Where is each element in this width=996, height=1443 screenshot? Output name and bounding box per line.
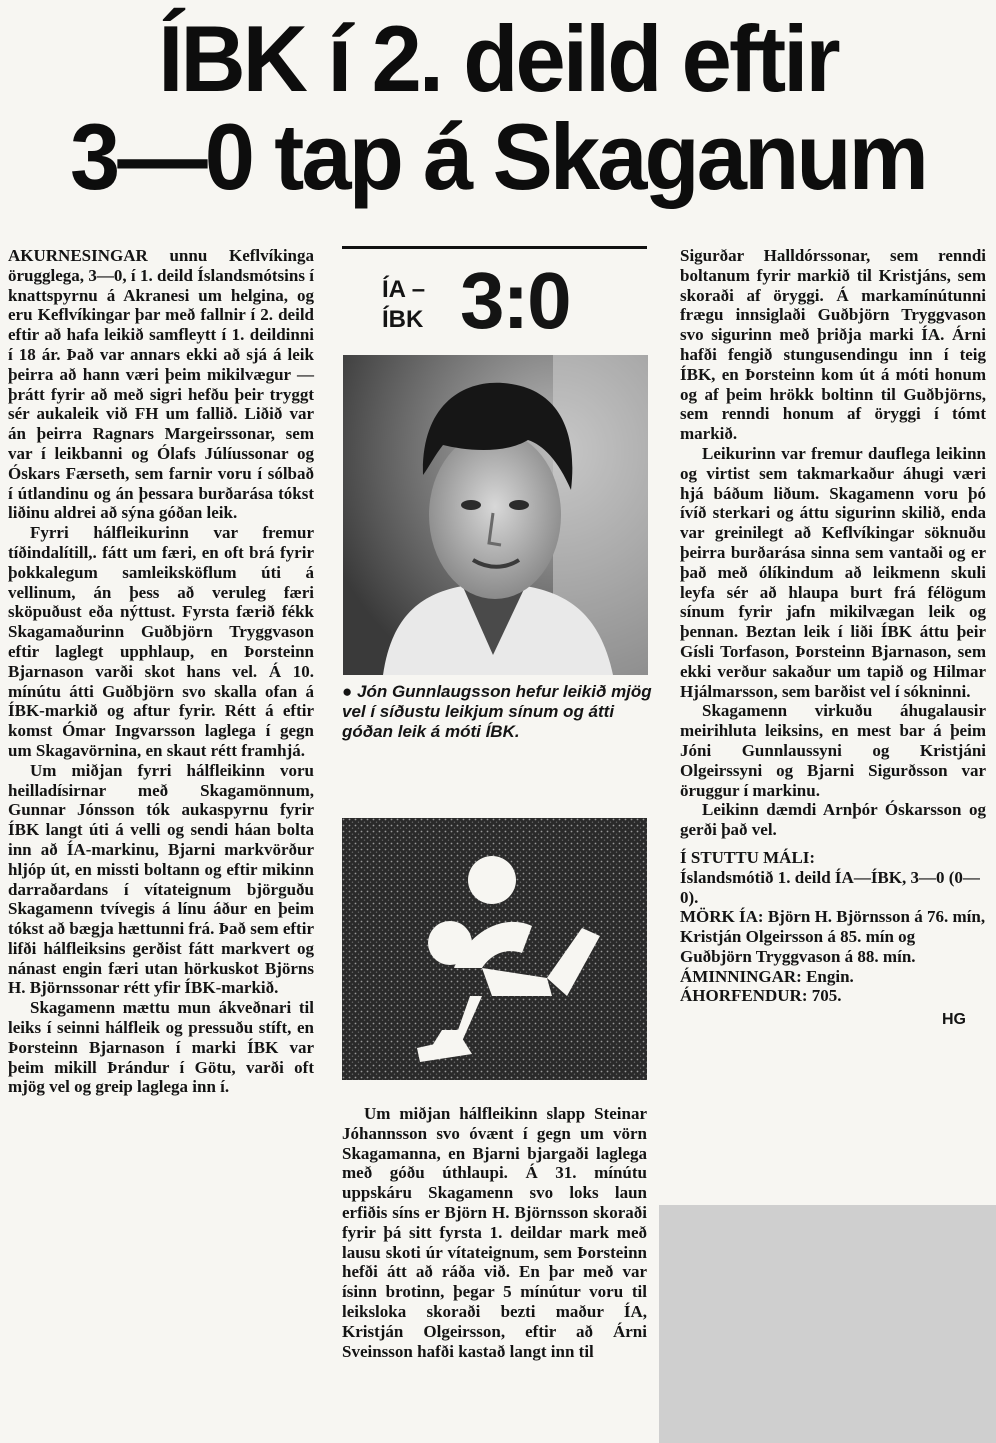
summary-line: MÖRK ÍA: Björn H. Björnsson á 76. mín, Kristján Olgeirsson á 85. mín og Guðbjörn Tryggvason á 88. mín. bbox=[680, 907, 986, 966]
score-box bbox=[342, 246, 647, 349]
score-teams bbox=[382, 275, 425, 335]
column-middle bbox=[342, 1104, 647, 1361]
photo-caption: ● Jón Gunnlaugsson hefur leikið mjög vel í síðustu leikjum sínum og átti góðan leik á móti ÍBK. bbox=[342, 682, 652, 741]
summary-line: ÁHORFENDUR: 705. bbox=[680, 986, 842, 1006]
paragraph: Skagamenn mættu mun ákveðnari til leiks í seinni hálfleik og pressuðu stíft, en Þorsteinn Bjarnason í marki ÍBK var þeim mikill Þrándur í Götu, varði oft mjög vel og greip laglega inn í. bbox=[8, 998, 314, 1097]
summary-line: ÁMINNINGAR: Engin. bbox=[680, 966, 854, 986]
team-away: ÍBK bbox=[382, 306, 424, 333]
summary-line: Íslandsmótið 1. deild ÍA—ÍBK, 3—0 (0—0). bbox=[680, 867, 980, 907]
paragraph: Leikurinn var fremur dauflega leikinn og virtist sem takmarkaður áhugi væri hjá báðum liðum. Skagamenn voru þó ívíð sterkari og áttu sigurinn skilið, enda var greinilegt að Keflvíkingar söknuðu þeirra burðarása sinna sem vantaði og er það með ólíkindum að leikmenn skuli leyfa sér að hlaupa burt frá félögum sínum fyrir jafn mikilvægan leik og þennan. Beztan leik í liði ÍBK áttu þeir Gísli Torfason, Þorsteinn Bjarnason, sem ekki verður sakaður um tapið og Hilmar Hjálmarsson, sem barðist vel í sókninni. bbox=[680, 443, 986, 701]
team-home: ÍA – bbox=[382, 276, 426, 303]
portrait-photo bbox=[343, 355, 648, 675]
football-logo bbox=[342, 818, 647, 1080]
summary-heading: Í STUTTU MÁLI: bbox=[680, 847, 816, 867]
paragraph: Leikinn dæmdi Arnþór Óskarsson og gerði það vel. bbox=[680, 800, 986, 840]
match-summary bbox=[680, 848, 986, 1006]
blank-area bbox=[659, 1205, 996, 1443]
headline bbox=[20, 6, 976, 209]
portrait-photo-icon bbox=[343, 355, 648, 675]
paragraph: Um miðjan hálfleikinn slapp Steinar Jóhannsson svo óvænt í gegn um vörn Skagamanna, en Bjarni bjargaði laglega með góðu úthlaupi. Á 31. mínútu uppskáru Skagamenn svo loks laun erfiðis síns er Björn H. Björnsson skoraði fyrir þá sitt fyrsta 1. deildar mark með lausu skoti úr vítateignum, sem Þorsteinn hefði átt að ráða við. En þar með var ísinn brotinn, þegar 5 mínútur voru til leiksloka skoraði bezti maður ÍA, Kristján Olgeirsson, eftir að Árni Sveinsson hafði kastað langt inn til bbox=[342, 1104, 647, 1361]
paragraph: Um miðjan fyrri hálfleikinn voru heilladísirnar með Skagamönnum, Gunnar Jónsson tók aukaspyrnu fyrir ÍBK langt úti á velli og sendi háan bolta inn að ÍA-markinu, Bjarni markvörður hljóp út, en missti boltann og eftir mikinn darraðardans í vítateignum björguðu Skagamenn tvívegis á línu áður en þeim tókst að bægja hættunni frá. Það sem eftir lifði hálfleiksins gerðist fátt markvert og nánast engin færi utan hörkuskot Björns H. Björnssonar rétt yfir ÍBK-markið. bbox=[8, 760, 314, 998]
column-left bbox=[8, 246, 314, 1097]
score-result: 3:0 bbox=[460, 256, 570, 345]
paragraph: AKURNESINGAR unnu Keflvíkinga örugglega, 3—0, í 1. deild Íslandsmótsins í knattspyrnu á Akranesi um helgina, og eru Keflvíkingar þar með fallnir í 2. deild eftir að hafa leikið samfleytt í 1. deildinni í 18 ár. Það var annars ekki að sjá á leik þeirra að hann væri þeim mikilvægur — þrátt fyrir að með sigri hefðu þeir tryggt sér aukaleik við FH um fallið. Liðið var án þeirra Ragnars Margeirssonar, sem var í leikbanni og Ólafs Júlíussonar og Óskars Færseth, sem farnir voru í sólbað í útlandinu og án þessara burðarása tókst liðinu aldrei að sýna góðan leik. bbox=[8, 246, 314, 523]
column-right bbox=[680, 246, 986, 1030]
paragraph: Sigurðar Halldórssonar, sem renndi boltanum fyrir markið til Kristjáns, sem skoraði af öryggi. Á markamínútunni frægu innsiglaði Guðbjörn Tryggvason svo sigurinn með þriðja marki ÍA. Árni hafði fengið stungusendingu inn í teig ÍBK, en Þorsteinn kom út á móti honum og af þeim hrökk boltinn til Guðbjörns, sem renndi honum af öryggi í tómt markið. bbox=[680, 246, 986, 444]
paragraph: Fyrri hálfleikurinn var fremur tíðindalítill,. fátt um færi, en oft brá fyrir þokkalegum samleiksköflum úti á vellinum, án þess að veruleg færi sköpuðust eða nýttust. Fyrsta færið fékk Skagamaðurinn Guðbjörn Tryggvason eftir laglegt upphlaup, en Þorsteinn Bjarnason varði skot hans vel. Á 10. mínútu átti Guðbjörn svo skalla ofan á ÍBK-markið og aftur fyrir. Rétt á eftir komst Ómar Ingvarsson laglega í gegn um Skagavörnina, en skaut rétt framhjá. bbox=[8, 523, 314, 760]
paragraph: Skagamenn virkuðu áhugalausir meirihluta leiksins, en mest bar á þeim Jóni Gunnlaussyni og Kristjáni Olgeirssyni og Bjarni Sigurðsson var öruggur í markinu. bbox=[680, 701, 986, 800]
headline-line-2: 3—0 tap á Skaganum bbox=[70, 104, 926, 209]
author-signature: HG bbox=[942, 1011, 966, 1029]
headline-line-1: ÍBK í 2. deild eftir bbox=[158, 6, 838, 111]
football-player-pictogram-icon bbox=[342, 818, 647, 1080]
